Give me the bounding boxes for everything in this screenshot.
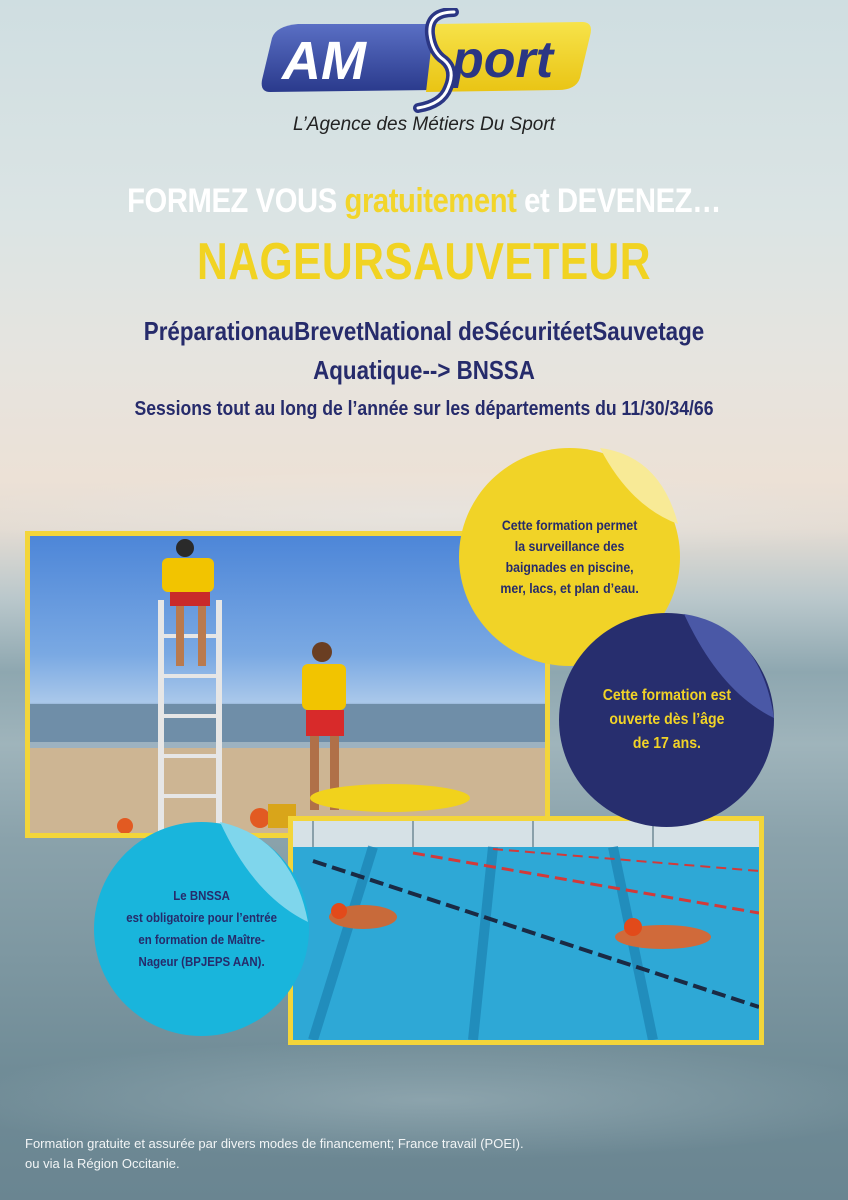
page-curl-icon <box>670 612 776 720</box>
pool-photo <box>288 816 764 1045</box>
logo-port: port <box>452 31 554 89</box>
subtitle-line3: Sessions tout au long de l’année sur les départements du 11/30/34/66 <box>134 398 714 420</box>
page-curl-icon <box>200 820 310 924</box>
headline-part3: et DEVENEZ… <box>516 182 721 220</box>
amsport-logo <box>258 8 596 113</box>
footer-line2: ou via la Région Occitanie. <box>25 1156 180 1171</box>
headline <box>59 182 788 221</box>
logo-am: AM <box>282 31 366 91</box>
bubble-text-line: mer, lacs, et plan d’eau. <box>500 580 639 596</box>
headline-part1: FORMEZ VOUS <box>127 182 345 220</box>
subtitle-line2: Aquatique--> BNSSA <box>313 355 535 385</box>
page-title: NAGEURSAUVETEUR <box>197 233 651 291</box>
bubble-text-line: baignades en piscine, <box>505 559 634 575</box>
footer-note <box>25 1134 725 1174</box>
bubble-text-line: Nageur (BPJEPS AAN). <box>138 954 265 969</box>
tagline: L’Agence des Métiers Du Sport <box>293 114 555 135</box>
bubble-text-line: ouverte dès l’âge <box>608 711 725 728</box>
bubble-text-line: Cette formation est <box>602 687 731 704</box>
bubble-text-line: de 17 ans. <box>632 735 701 752</box>
bubble-text-line: Cette formation permet <box>501 517 638 533</box>
footer-line1: Formation gratuite et assurée par divers modes de financement; France travail (POEI). <box>25 1136 524 1151</box>
page-curl-icon <box>560 446 680 526</box>
bubble-text-line: en formation de Maître- <box>138 932 265 947</box>
bubble-text-line: est obligatoire pour l’entrée <box>126 910 277 925</box>
subtitle-line1: PréparationauBrevetNational deSécuritéetSauvetage <box>143 316 705 346</box>
headline-part2: gratuitement <box>344 182 517 220</box>
bubble-text-line: la surveillance des <box>514 538 625 554</box>
bubble-text-line: Le BNSSA <box>173 888 230 903</box>
pool-scene <box>293 821 759 1040</box>
